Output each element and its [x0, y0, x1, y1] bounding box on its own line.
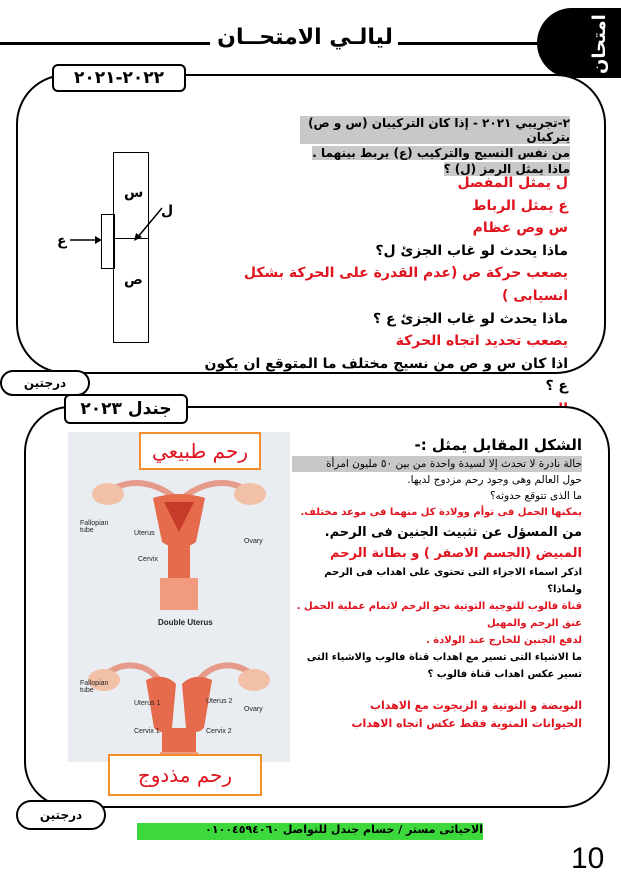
question-line-3: ماذا يمثل الرمز (ل) ؟: [443, 162, 570, 176]
text-line: لدفع الجنين للخارج عند الولادة .: [425, 635, 582, 646]
section2-heading: الشكل المقابل يمثل :-: [414, 436, 582, 454]
ovary-label-2: Ovary: [244, 706, 263, 713]
text-line: حول العالم وهى وجود رحم مزدوج لديها.: [407, 474, 582, 486]
cervix-label: Cervix: [138, 556, 158, 563]
label-lam: ل: [161, 203, 174, 219]
section2-marks: درجتين: [16, 800, 106, 830]
cervix1-label: Cervix 1: [134, 728, 160, 735]
question-label: ٢-تجريبي ٢٠٢١: [482, 116, 570, 130]
question-line: ماذا يحدث لو غاب الجزئ ع ؟: [373, 310, 568, 327]
normal-uterus-label: رحم طبيعي: [139, 432, 261, 470]
text-line: البويضة و التوتية و الزيجوت مع الاهداب: [369, 699, 582, 712]
ovary-label-1: Ovary: [244, 538, 263, 545]
label-ain: ع: [57, 233, 67, 249]
page-number: 10: [571, 842, 605, 875]
uterus2-label: Uterus 2: [206, 698, 233, 705]
text-line: ما الذى تتوقع حدوثه؟: [489, 490, 582, 502]
text-line: الحيوانات المنوية فقط عكس اتجاه الاهداب: [351, 717, 582, 730]
section2-year-box: جندل ٢٠٢٣: [64, 394, 188, 424]
text-line: ما الاشياء التى تسير مع اهداب قناة فالوب والاشياء التى: [306, 652, 582, 663]
answer-line: يصعب تحديد اتجاه الحركة: [395, 333, 568, 350]
contact-bar: الاحيائى مستر / حسام جندل للتواصل ٠١٠٠٤٥٩٤٠٦٠: [137, 823, 483, 840]
uterus-label: Uterus: [134, 530, 155, 537]
fallopian-label-2: Fallopian tube: [80, 680, 109, 694]
text-line: عنق الرحم والمهبل: [486, 618, 582, 629]
uterus1-label: Uterus 1: [134, 700, 161, 707]
answer-line: س وص عظام: [472, 220, 568, 237]
text-line: حالة نادرة لا تحدث إلا لسيدة واحدة من بين ٥٠ مليون امرأة: [292, 456, 582, 472]
answer-line: ع يمثل الرباط: [472, 197, 568, 214]
question-line-1: [300, 116, 570, 144]
section2-text: [292, 434, 582, 733]
text-line: يمكنها الحمل فى توأم وولادة كل منهما فى موعد مختلف.: [300, 507, 582, 518]
answer-line: ل يمثل المفصل: [457, 175, 568, 191]
text-line: اذكر اسماء الاجزاء التى تحتوى على اهداب فى الرحم ولماذا؟: [324, 567, 582, 595]
question-line-2: من نفس النسيج والتركيب (ع) يربط بينهما .: [312, 146, 570, 160]
text-line: المبيض (الجسم الاصفر ) و بطانة الرحم: [330, 546, 582, 561]
double-uterus-title: Double Uterus: [158, 618, 213, 627]
section1-marks: درجتين: [0, 370, 90, 396]
answer-line: يصعب حركة ص (عدم القدرة على الحركة بشكل انسيابى ): [243, 265, 568, 304]
header-rule-left: [0, 42, 210, 45]
cervix2-label: Cervix 2: [206, 728, 232, 735]
label-s: س: [124, 185, 144, 201]
question-text-1: - إذا كان التركيبان (س و ص) يتركبان: [308, 116, 570, 144]
text-line: من المسؤل عن تثبيت الجنين فى الرحم.: [324, 525, 582, 540]
header-rule-right: [398, 42, 540, 45]
diagram-arrows: [60, 190, 180, 260]
text-line: قناة فالوب للتوجية التوتية نحو الرحم لاتمام عملية الحمل .: [296, 601, 582, 612]
question-line: ماذا يحدث لو غاب الجزئ ل؟: [375, 242, 568, 259]
fallopian-label-1: Fallopian tube: [80, 520, 109, 534]
label-sad: ص: [124, 272, 143, 288]
exam-tab-label: امتحان: [589, 14, 610, 74]
section1-question: [300, 116, 570, 176]
exam-tab: [537, 8, 621, 78]
text-line: تسير عكس اهداب قناة فالوب ؟: [427, 669, 582, 680]
double-uterus-label: رحم مذدوج: [108, 754, 262, 796]
question-line: اذا كان س و ص من نسيج مختلف ما المتوقع ان يكون ع ؟: [204, 355, 568, 395]
section1-year-box: ٢٠٢٢-٢٠٢١: [52, 64, 186, 92]
section1-answers: [200, 172, 568, 421]
page-title: ليالـي الامتحــان: [217, 25, 393, 50]
